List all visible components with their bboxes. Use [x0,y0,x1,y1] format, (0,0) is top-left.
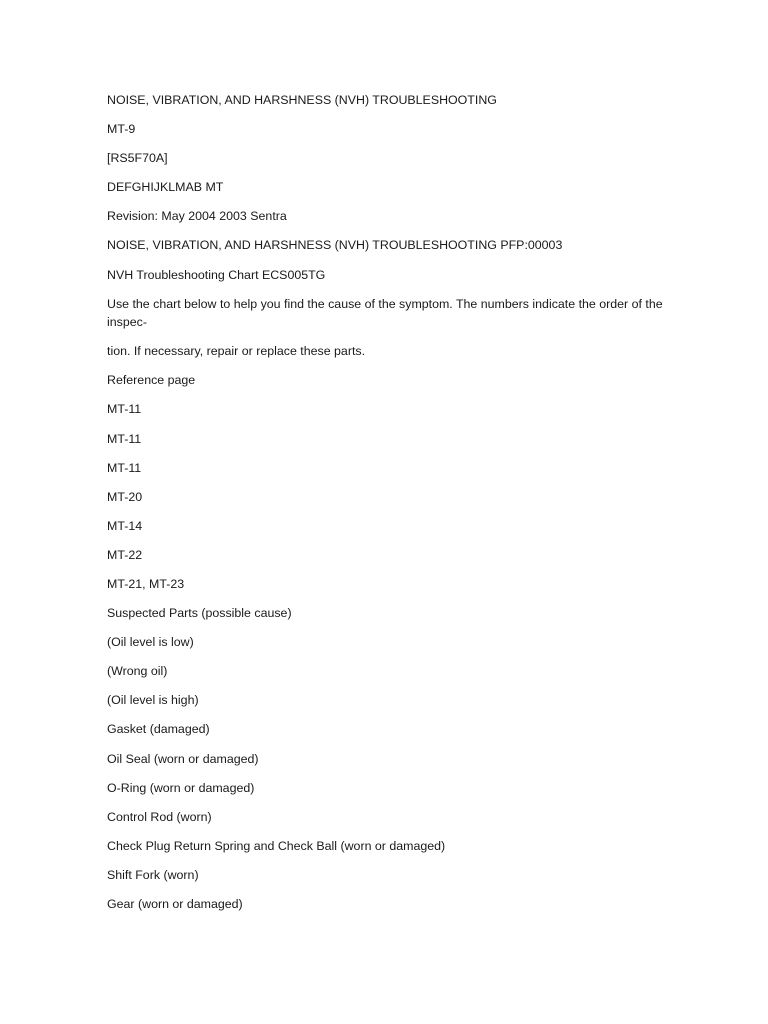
suspected-part: Check Plug Return Spring and Check Ball (worn or damaged) [107,838,446,853]
suspected-part: O-Ring (worn or damaged) [107,780,255,795]
suspected-part: (Oil level is low) [107,635,194,650]
suspected-part: Oil Seal (worn or damaged) [107,751,259,766]
reference-item: MT-20 [107,489,143,504]
reference-item: MT-14 [107,518,143,533]
section-title: NOISE, VIBRATION, AND HARSHNESS (NVH) TROUBLESHOOTING PFP:00003 [107,238,563,253]
chart-title: NVH Troubleshooting Chart ECS005TG [107,267,326,282]
reference-item: MT-22 [107,547,143,562]
document-body [107,91,667,924]
reference-page-label: Reference page [107,373,196,388]
suspected-part: Control Rod (worn) [107,809,212,824]
section-heading: NOISE, VIBRATION, AND HARSHNESS (NVH) TROUBLESHOOTING [107,93,497,107]
suspected-part: Gear (worn or damaged) [107,897,243,912]
reference-item: MT-11 [107,460,142,475]
suspected-part: (Wrong oil) [107,664,168,679]
suspected-parts-label: Suspected Parts (possible cause) [107,606,292,621]
transmission-model: [RS5F70A] [107,151,168,166]
instruction-paragraph: Use the chart below to help you find the cause of the symptom. The numbers indicate the order of the inspec- [107,296,663,330]
suspected-part: Shift Fork (worn) [107,867,199,882]
reference-item: MT-11 [107,402,142,417]
suspected-part: Gasket (damaged) [107,722,210,737]
page-number: MT-9 [107,122,136,137]
revision-line: Revision: May 2004 2003 Sentra [107,209,287,224]
instruction-continuation: tion. If necessary, repair or replace these parts. [107,344,366,359]
section-index: DEFGHIJKLMAB MT [107,180,224,195]
reference-item: MT-21, MT-23 [107,577,185,591]
reference-item: MT-11 [107,431,142,446]
suspected-part: (Oil level is high) [107,693,199,708]
